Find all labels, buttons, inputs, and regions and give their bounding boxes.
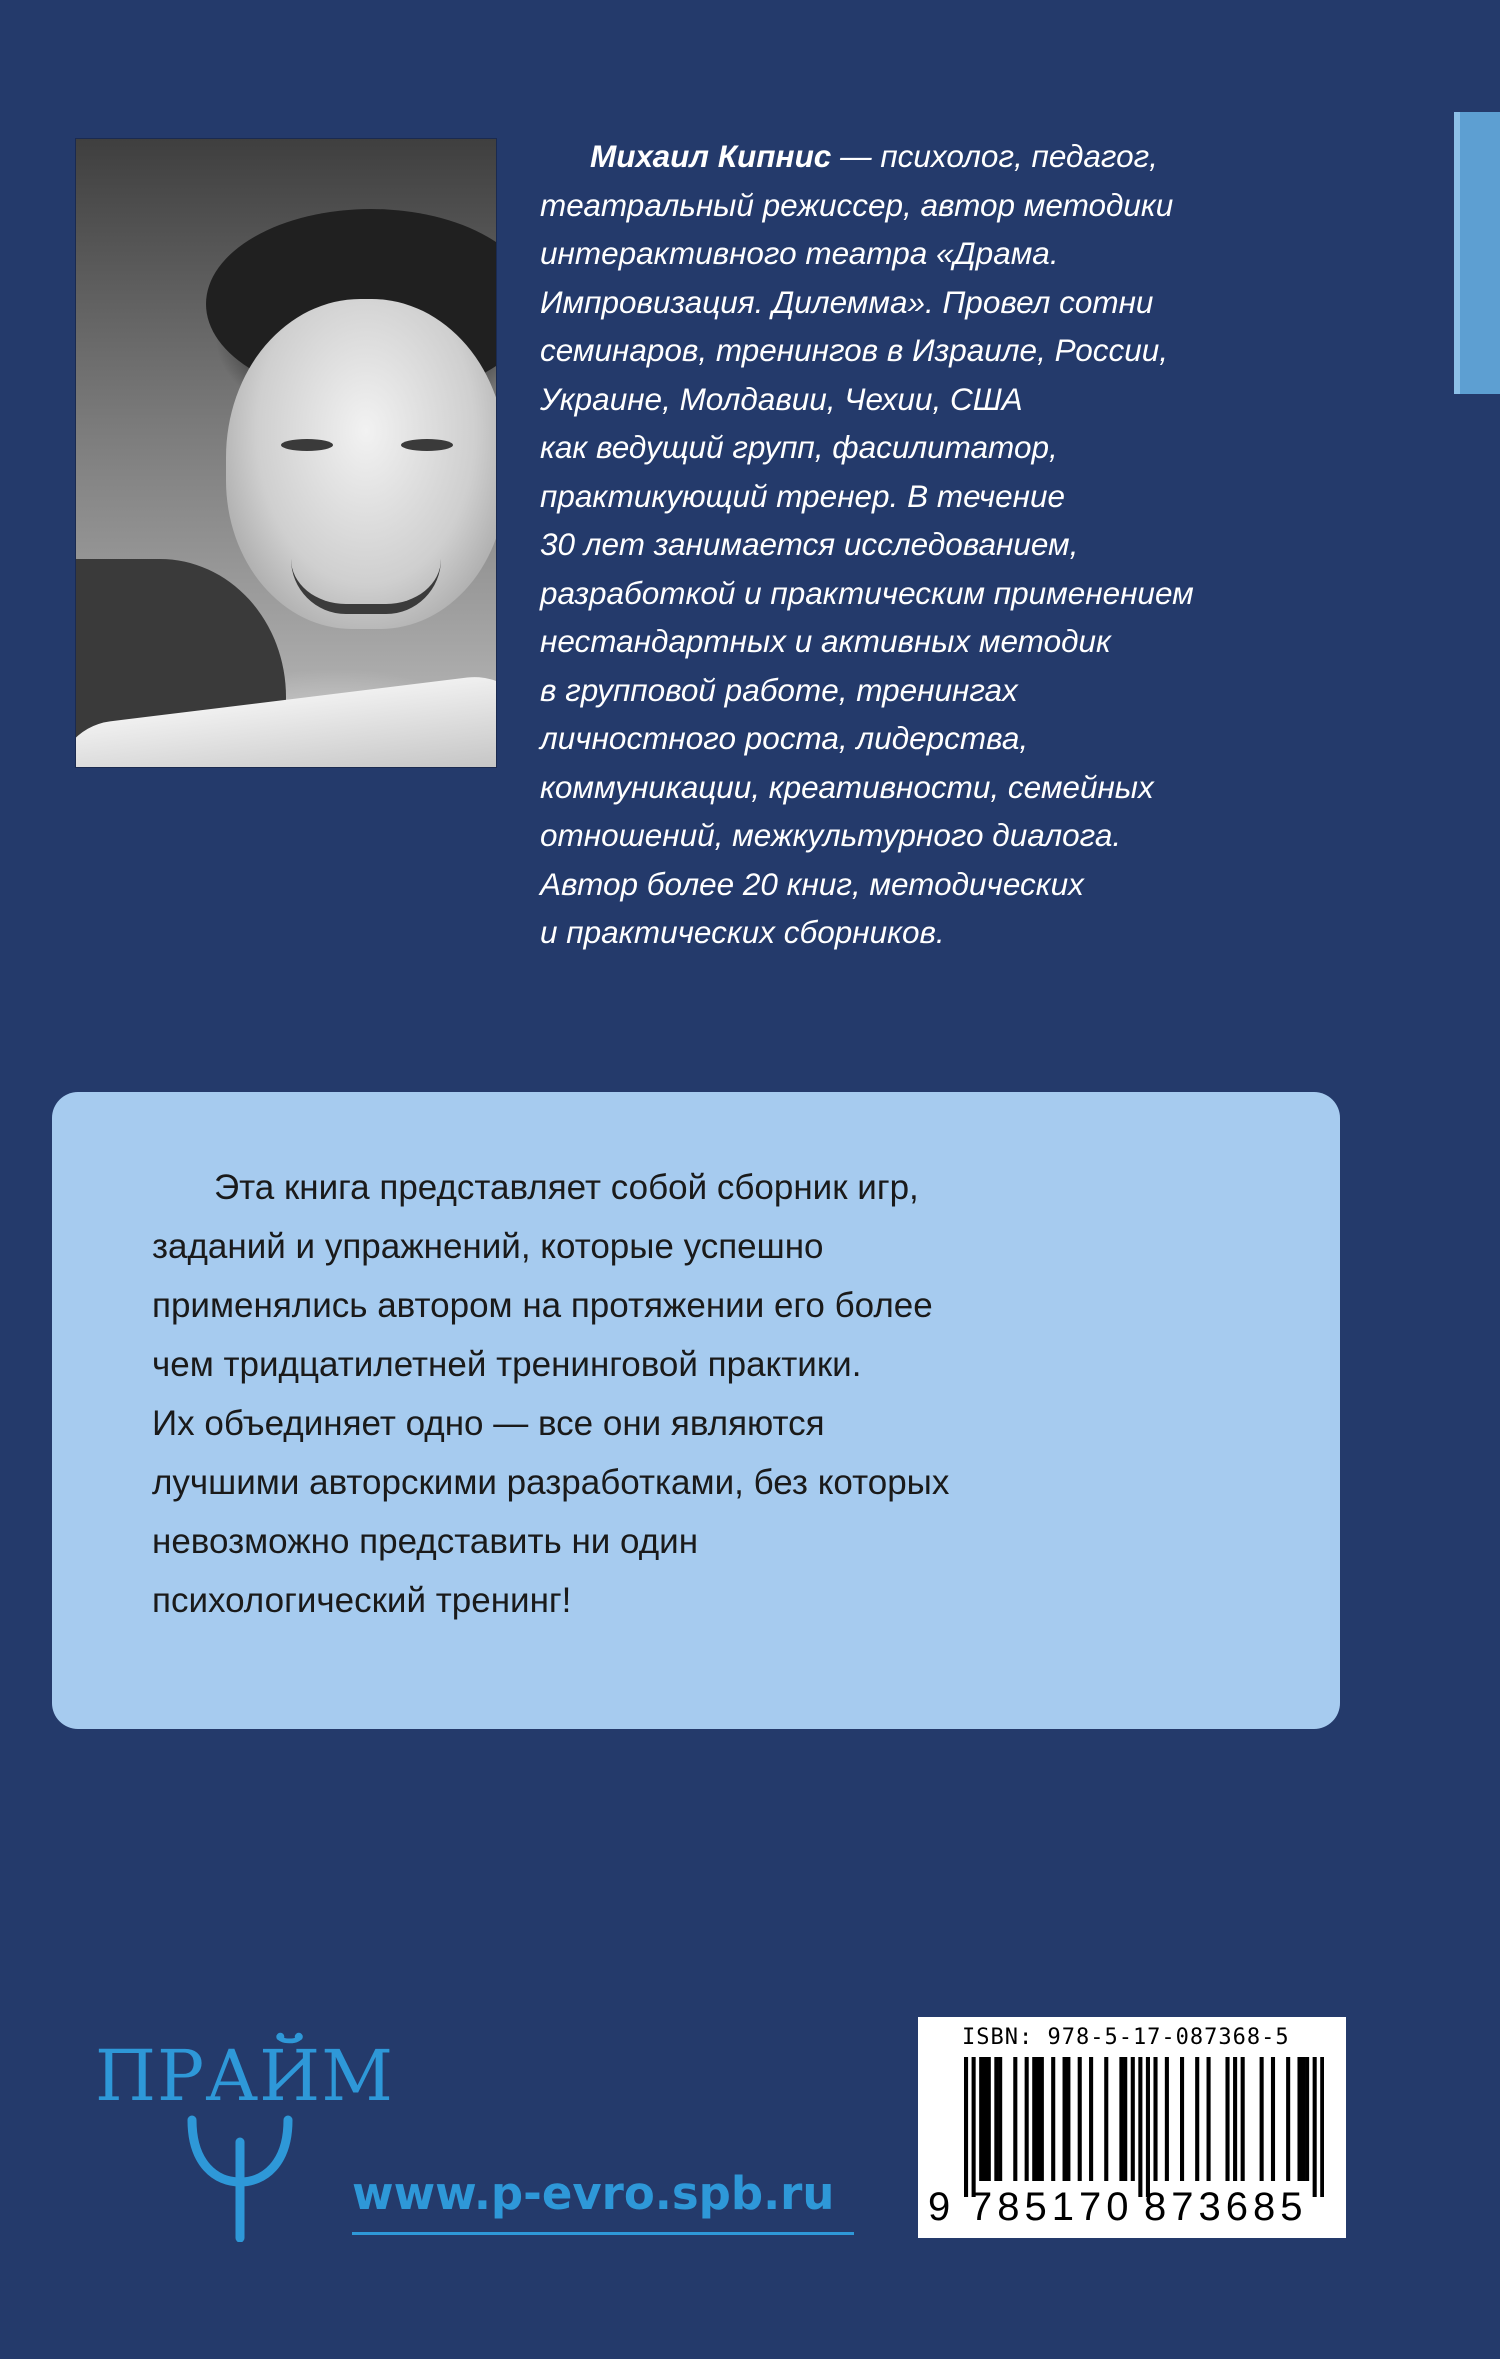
bio-line: Импровизация. Дилемма». Провел сотни (540, 283, 1154, 320)
bio-line: и практических сборников. (540, 914, 945, 950)
barcode-bar (1153, 2057, 1157, 2181)
barcode-bar (1297, 2057, 1301, 2181)
barcode-bars (964, 2057, 1324, 2197)
bio-line: отношений, межкультурного диалога. (540, 817, 1122, 853)
bio-line: разработкой и практическим применением (540, 574, 1194, 611)
barcode-bar (1313, 2057, 1317, 2197)
bio-line: нестандартных и активных методик (540, 623, 1111, 659)
publisher-logo-text: ПРАЙМ (95, 2035, 394, 2117)
ean-right-digits: 873685 (1144, 2185, 1308, 2229)
url-underline (352, 2232, 854, 2235)
barcode-bar (964, 2057, 968, 2197)
blurb-line: применялись автором на протяжении его более (152, 1286, 933, 1325)
barcode-bar (1225, 2057, 1229, 2181)
barcode-bar (1051, 2057, 1055, 2181)
barcode-bar (994, 2057, 998, 2181)
bio-line: семинаров, тренингов в Израиле, России, (540, 332, 1169, 368)
blurb-line: лучшими авторскими разработками, без которых (152, 1463, 950, 1502)
side-tab-decoration (1460, 112, 1500, 394)
psi-logo-icon (186, 2112, 294, 2242)
blurb-line: психологический тренинг! (152, 1581, 572, 1620)
barcode-bar (972, 2057, 976, 2197)
blurb-line: невозможно представить ни один (152, 1522, 699, 1561)
barcode-bar (1233, 2057, 1237, 2181)
barcode-bar (1119, 2057, 1123, 2181)
bio-line: театральный режиссер, автор методики (540, 186, 1174, 223)
barcode-bar (1241, 2057, 1245, 2181)
bio-line: в групповой работе, тренингах (540, 671, 1018, 708)
barcode-bar (1066, 2057, 1070, 2181)
barcode-bar (1063, 2057, 1067, 2181)
barcode-bar (979, 2057, 983, 2181)
barcode-bar (983, 2057, 987, 2181)
blurb-line: Эта книга представляет собой сборник игр, (214, 1168, 919, 1207)
barcode-bar (1260, 2057, 1264, 2181)
barcode-bar (1146, 2057, 1150, 2197)
barcode-bar (1305, 2057, 1309, 2181)
book-blurb-box (52, 1092, 1340, 1729)
author-photo (75, 138, 497, 768)
bio-line: коммуникации, креативности, семейных (540, 768, 1154, 805)
barcode-bar (987, 2057, 991, 2181)
barcode-bar (1180, 2057, 1184, 2181)
barcode-bar (1036, 2057, 1040, 2181)
barcode-bar (1138, 2057, 1142, 2197)
barcode-bar (1301, 2057, 1305, 2181)
isbn-barcode (918, 2017, 1346, 2238)
barcode-bar (1032, 2057, 1036, 2181)
barcode-bar (1131, 2057, 1135, 2181)
author-name: Михаил Кипнис (590, 138, 832, 174)
barcode-bar (1078, 2057, 1082, 2181)
bio-line: 30 лет занимается исследованием, (540, 526, 1079, 562)
bio-line: как ведущий групп, фасилитатор, (540, 429, 1058, 465)
ean-left-digits: 785170 (970, 2185, 1134, 2229)
barcode-bar (1040, 2057, 1044, 2181)
bio-first-line (540, 132, 1420, 181)
barcode-bar (998, 2057, 1002, 2181)
bio-line: Автор более 20 книг, методических (540, 865, 1084, 902)
barcode-bar (1089, 2057, 1093, 2181)
blurb-line: чем тридцатилетней тренинговой практики. (152, 1345, 862, 1384)
barcode-bar (1195, 2057, 1199, 2181)
bio-first-line-rest: — психолог, педагог, (831, 138, 1158, 174)
barcode-bar (1104, 2057, 1108, 2181)
bio-line: личностного роста, лидерства, (540, 720, 1029, 756)
barcode-bar (1271, 2057, 1275, 2181)
publisher-website-link[interactable]: www.p-evro.spb.ru (352, 2167, 835, 2220)
barcode-bar (1320, 2057, 1324, 2197)
blurb-line: Их объединяет одно — все они являются (152, 1404, 825, 1443)
bio-line: практикующий тренер. В течение (540, 477, 1066, 514)
barcode-bar (1013, 2057, 1017, 2181)
barcode-bar (1025, 2057, 1029, 2181)
ean-first-digit: 9 (928, 2185, 951, 2229)
blurb-line: заданий и упражнений, которые успешно (152, 1227, 824, 1266)
bio-line: интерактивного театра «Драма. (540, 235, 1059, 271)
book-blurb-text (152, 1158, 949, 1630)
barcode-bar (1286, 2057, 1290, 2181)
barcode-bar (1165, 2057, 1169, 2181)
isbn-label: ISBN: 978-5-17-087368-5 (962, 2025, 1290, 2050)
author-bio (540, 132, 1420, 957)
bio-line: Украине, Молдавии, Чехии, США (540, 380, 1023, 417)
barcode-bar (1123, 2057, 1127, 2181)
barcode-bar (1207, 2057, 1211, 2181)
